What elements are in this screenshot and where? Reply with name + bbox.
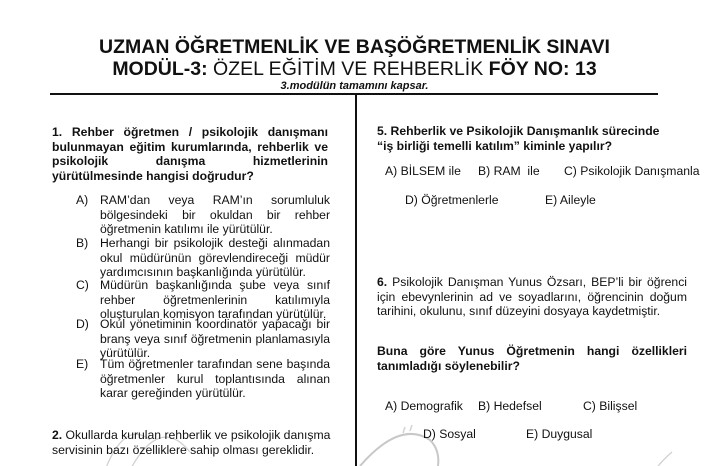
question-5-option-e[interactable]: E) Aileyle: [545, 193, 596, 207]
module-heading: [0, 58, 709, 80]
header-divider: [50, 93, 658, 95]
question-6-number: 6.: [377, 275, 388, 289]
question-5-option-b[interactable]: B) RAM ile: [478, 164, 540, 178]
question-1-option-d[interactable]: D) Okul yönetiminin koordinatör yapacağı bir branş veya sınıf öğretmenin planlamasıyla yürütülür.: [76, 317, 330, 361]
module-name: ÖZEL EĞİTİM VE REHBERLİK: [207, 58, 489, 80]
question-1-option-c[interactable]: C) Müdürün başkanlığında şube veya sınıf rehber öğretmenlerinin katılımıyla oluşturulan komisyon tarafından yürütülür.: [76, 278, 330, 322]
column-divider: [355, 94, 357, 466]
question-2-number: 2.: [52, 428, 63, 442]
question-6-option-d[interactable]: D) Sosyal: [423, 427, 476, 441]
question-6-prompt: Buna göre Yunus Öğretmenin hangi özellikleri tanımladığı söylenebilir?: [377, 344, 687, 373]
question-1-option-e[interactable]: E) Tüm öğretmenler tarafından sene başında öğretmenler kurul toplantısında alınan karar gereğinden yürütülür.: [76, 357, 330, 401]
exam-title: UZMAN ÖĞRETMENLİK VE BAŞÖĞRETMENLİK SINAVI: [99, 36, 610, 58]
question-1-option-a[interactable]: A) RAM’dan veya RAM’ın sorumluluk bölgesindeki bir okuldan bir rehber öğretmenin katılımı ile yürütülür.: [76, 193, 330, 237]
question-6-stem: 6. Psikolojik Danışman Yunus Özsarı, BEP’li bir öğrenci için ebevynlerinin ad ve soyadlarını, öğrencinin doğum tarihini, okulunu, sınıf düzeyini dosyaya kaydetmiştir.: [377, 275, 687, 319]
sheet-number: FÖY NO: 13: [488, 58, 597, 80]
question-5-option-d[interactable]: D) Öğretmenlerle: [405, 193, 499, 207]
question-6-option-a[interactable]: A) Demografik: [385, 399, 463, 413]
question-5-option-a[interactable]: A) BİLSEM ile: [385, 164, 461, 178]
question-6-option-e[interactable]: E) Duygusal: [526, 427, 593, 441]
module-label: MODÜL-3:: [112, 58, 208, 80]
question-1-option-b[interactable]: B) Herhangi bir psikolojik desteği alınmadan okul müdürünün görevlendireceği müdür yardımcısının başkanlığında yürütülür.: [76, 236, 330, 280]
question-1-number: 1.: [52, 125, 63, 139]
question-1-stem: 1. Rehber öğretmen / psikolojik danışmanı bulunmayan eğitim kurumlarında, rehberlik ve psikolojik danışma hizmetlerinin yürütülmesinde hangisi doğrudur?: [52, 125, 328, 183]
scope-note: 3.modülün tamamını kapsar.: [280, 80, 429, 92]
question-5-option-c[interactable]: C) Psikolojik Danışmanla: [564, 164, 700, 178]
question-6-option-b[interactable]: B) Hedefsel: [478, 399, 542, 413]
question-5-stem: 5. Rehberlik ve Psikolojik Danışmanlık sürecinde “iş birliği temelli katılım” kiminle yapılır?: [377, 124, 660, 153]
question-2-stem: 2. Okullarda kurulan rehberlik ve psikolojik danışma servisinin bazı özelliklere sahip olması gereklidir.: [52, 428, 331, 457]
question-6-option-c[interactable]: C) Bilişsel: [583, 399, 638, 413]
